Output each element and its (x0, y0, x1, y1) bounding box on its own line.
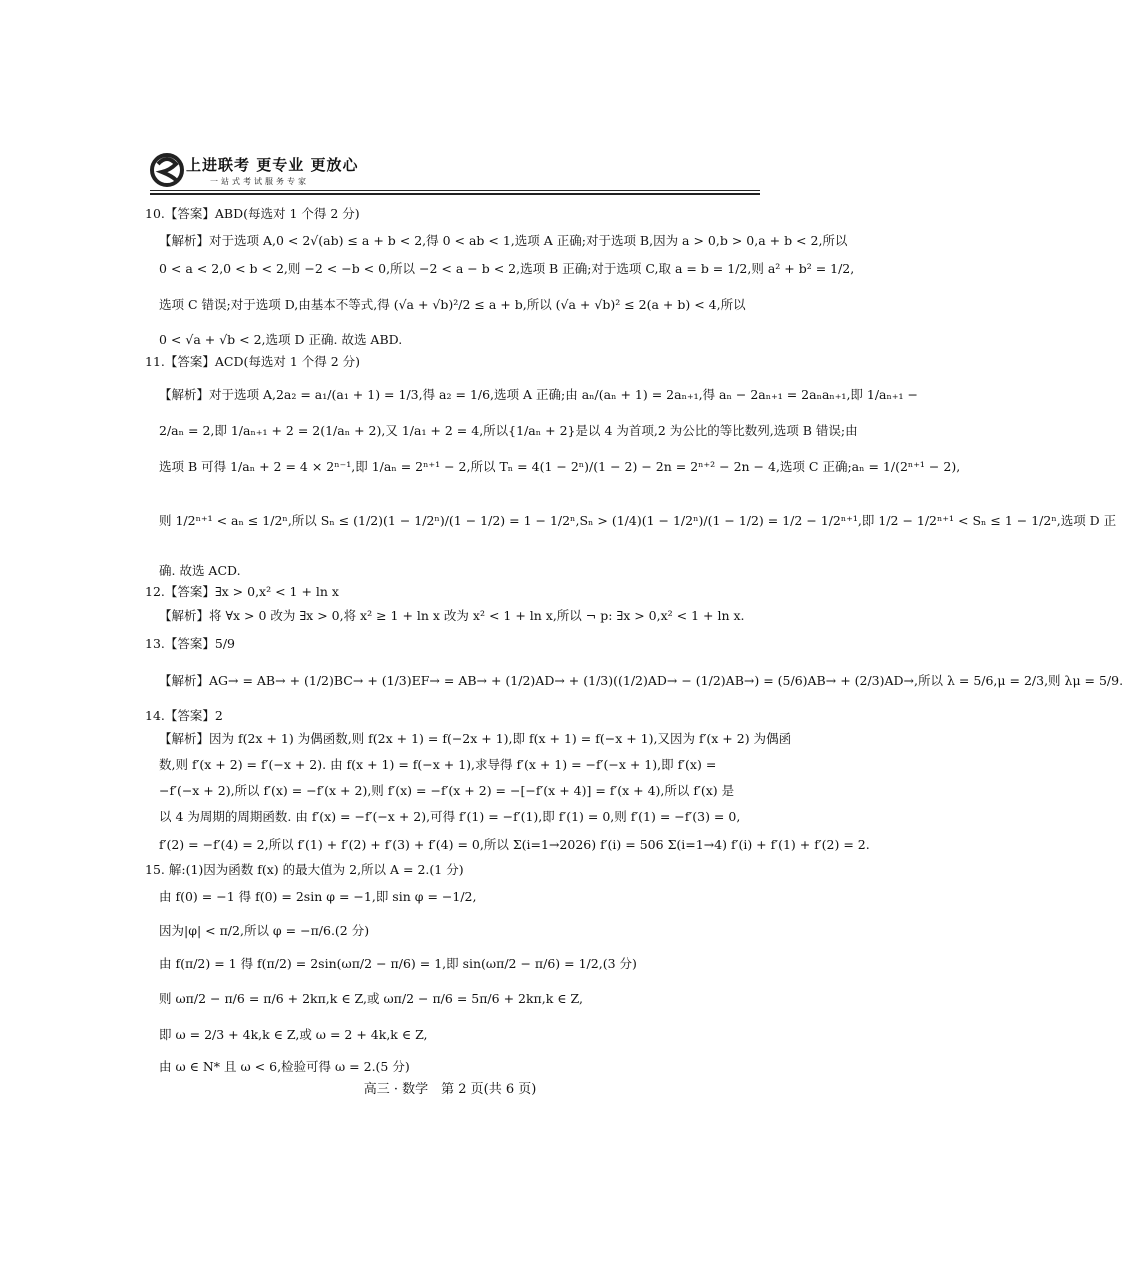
answer-line: 由 f(π/2) = 1 得 f(π/2) = 2sin(ωπ/2 − π/6) = 1,即 sin(ωπ/2 − π/6) = 1/2,(3 分) (159, 956, 637, 971)
answer-line: 0 < a < 2,0 < b < 2,则 −2 < −b < 0,所以 −2 < a − b < 2,选项 B 正确;对于选项 C,取 a = b = 1/2,则 a² + b² = 1/2, (159, 261, 855, 276)
answer-line: 则 1/2ⁿ⁺¹ < aₙ ≤ 1/2ⁿ,所以 Sₙ ≤ (1/2)(1 − 1/2ⁿ)/(1 − 1/2) = 1 − 1/2ⁿ,Sₙ > (1/4)(1 − 1/2ⁿ)/(1 − 1/2) = 1/2 − 1/2ⁿ⁺¹,即 1/2 − 1/2ⁿ⁺¹ < Sₙ ≤ 1 − 1/2ⁿ,选项 D 正 (159, 513, 1117, 528)
brand-swirl-icon (150, 150, 184, 190)
answer-line: 【解析】对于选项 A,2a₂ = a₁/(a₁ + 1) = 1/3,得 a₂ = 1/6,选项 A 正确;由 aₙ/(aₙ + 1) = 2aₙ₊₁,得 aₙ − 2aₙ₊₁ = 2aₙaₙ₊₁,即 1/aₙ₊₁ − (159, 387, 918, 402)
answer-line: 13.【答案】5/9 (145, 636, 235, 651)
answer-line: 11.【答案】ACD(每选对 1 个得 2 分) (145, 354, 361, 369)
page-footer: 高三 · 数学 第 2 页(共 6 页) (363, 1082, 537, 1097)
answer-line: 确. 故选 ACD. (159, 563, 241, 578)
answer-line: 由 ω ∈ N* 且 ω < 6,检验可得 ω = 2.(5 分) (159, 1059, 410, 1074)
header-rule-thick (150, 193, 760, 195)
answer-line: 14.【答案】2 (145, 708, 223, 723)
answer-line: 0 < √a + √b < 2,选项 D 正确. 故选 ABD. (159, 332, 403, 347)
brand-tagline: 一站式考试服务专家 (210, 177, 309, 186)
brand-logo (150, 150, 390, 190)
answer-line: −f′(−x + 2),所以 f′(x) = −f′(x + 2),则 f′(x) = −f′(x + 2) = −[−f′(x + 4)] = f′(x + 4),所以 f′(x) 是 (159, 783, 735, 798)
answer-line: 【解析】因为 f(2x + 1) 为偶函数,则 f(2x + 1) = f(−2x + 1),即 f(x + 1) = f(−x + 1),又因为 f′(x + 2) 为偶函 (159, 731, 792, 746)
answer-line: 【解析】AG→ = AB→ + (1/2)BC→ + (1/3)EF→ = AB→ + (1/2)AD→ + (1/3)((1/2)AD→ − (1/2)AB→) = (5/6)AB→ + (2/3)AD→,所以 λ = 5/6,μ = 2/3,则 λμ = 5/9. (159, 673, 1123, 688)
answer-line: 12.【答案】∃x > 0,x² < 1 + ln x (145, 584, 339, 599)
answer-line: 即 ω = 2/3 + 4k,k ∈ Z,或 ω = 2 + 4k,k ∈ Z, (159, 1027, 428, 1042)
answer-line: 【解析】将 ∀x > 0 改为 ∃x > 0,将 x² ≥ 1 + ln x 改为 x² < 1 + ln x,所以 ¬ p: ∃x > 0,x² < 1 + ln x. (159, 608, 745, 623)
answer-line: 10.【答案】ABD(每选对 1 个得 2 分) (145, 206, 360, 221)
brand-title: 上进联考 更专业 更放心 (186, 156, 359, 174)
answer-line: 数,则 f′(x + 2) = f′(−x + 2). 由 f(x + 1) = f(−x + 1),求导得 f′(x + 1) = −f′(−x + 1),即 f′(x) = (159, 757, 717, 772)
answer-line: 15. 解:(1)因为函数 f(x) 的最大值为 2,所以 A = 2.(1 分) (145, 862, 464, 877)
answer-line: 【解析】对于选项 A,0 < 2√(ab) ≤ a + b < 2,得 0 < ab < 1,选项 A 正确;对于选项 B,因为 a > 0,b > 0,a + b < 2,所以 (159, 233, 848, 248)
answer-line: f′(2) = −f′(4) = 2,所以 f′(1) + f′(2) + f′(3) + f′(4) = 0,所以 Σ(i=1→2026) f′(i) = 506 Σ(i=1→4) f′(i) + f′(1) + f′(2) = 2. (159, 837, 870, 852)
answer-line: 则 ωπ/2 − π/6 = π/6 + 2kπ,k ∈ Z,或 ωπ/2 − π/6 = 5π/6 + 2kπ,k ∈ Z, (159, 991, 583, 1006)
answer-line: 由 f(0) = −1 得 f(0) = 2sin φ = −1,即 sin φ = −1/2, (159, 889, 477, 904)
answer-line: 选项 C 错误;对于选项 D,由基本不等式,得 (√a + √b)²/2 ≤ a + b,所以 (√a + √b)² ≤ 2(a + b) < 4,所以 (159, 297, 746, 312)
answer-line: 2/aₙ = 2,即 1/aₙ₊₁ + 2 = 2(1/aₙ + 2),又 1/a₁ + 2 = 4,所以{1/aₙ + 2}是以 4 为首项,2 为公比的等比数列,选项 B 错误;由 (159, 423, 858, 438)
answer-line: 选项 B 可得 1/aₙ + 2 = 4 × 2ⁿ⁻¹,即 1/aₙ = 2ⁿ⁺¹ − 2,所以 Tₙ = 4(1 − 2ⁿ)/(1 − 2) − 2n = 2ⁿ⁺² − 2n − 4,选项 C 正确;aₙ = 1/(2ⁿ⁺¹ − 2), (159, 459, 961, 474)
answer-line: 以 4 为周期的周期函数. 由 f′(x) = −f′(−x + 2),可得 f′(1) = −f′(1),即 f′(1) = 0,则 f′(1) = −f′(3) = 0, (159, 809, 741, 824)
header-rule-thin (150, 190, 760, 191)
answer-line: 因为|φ| < π/2,所以 φ = −π/6.(2 分) (159, 923, 370, 938)
